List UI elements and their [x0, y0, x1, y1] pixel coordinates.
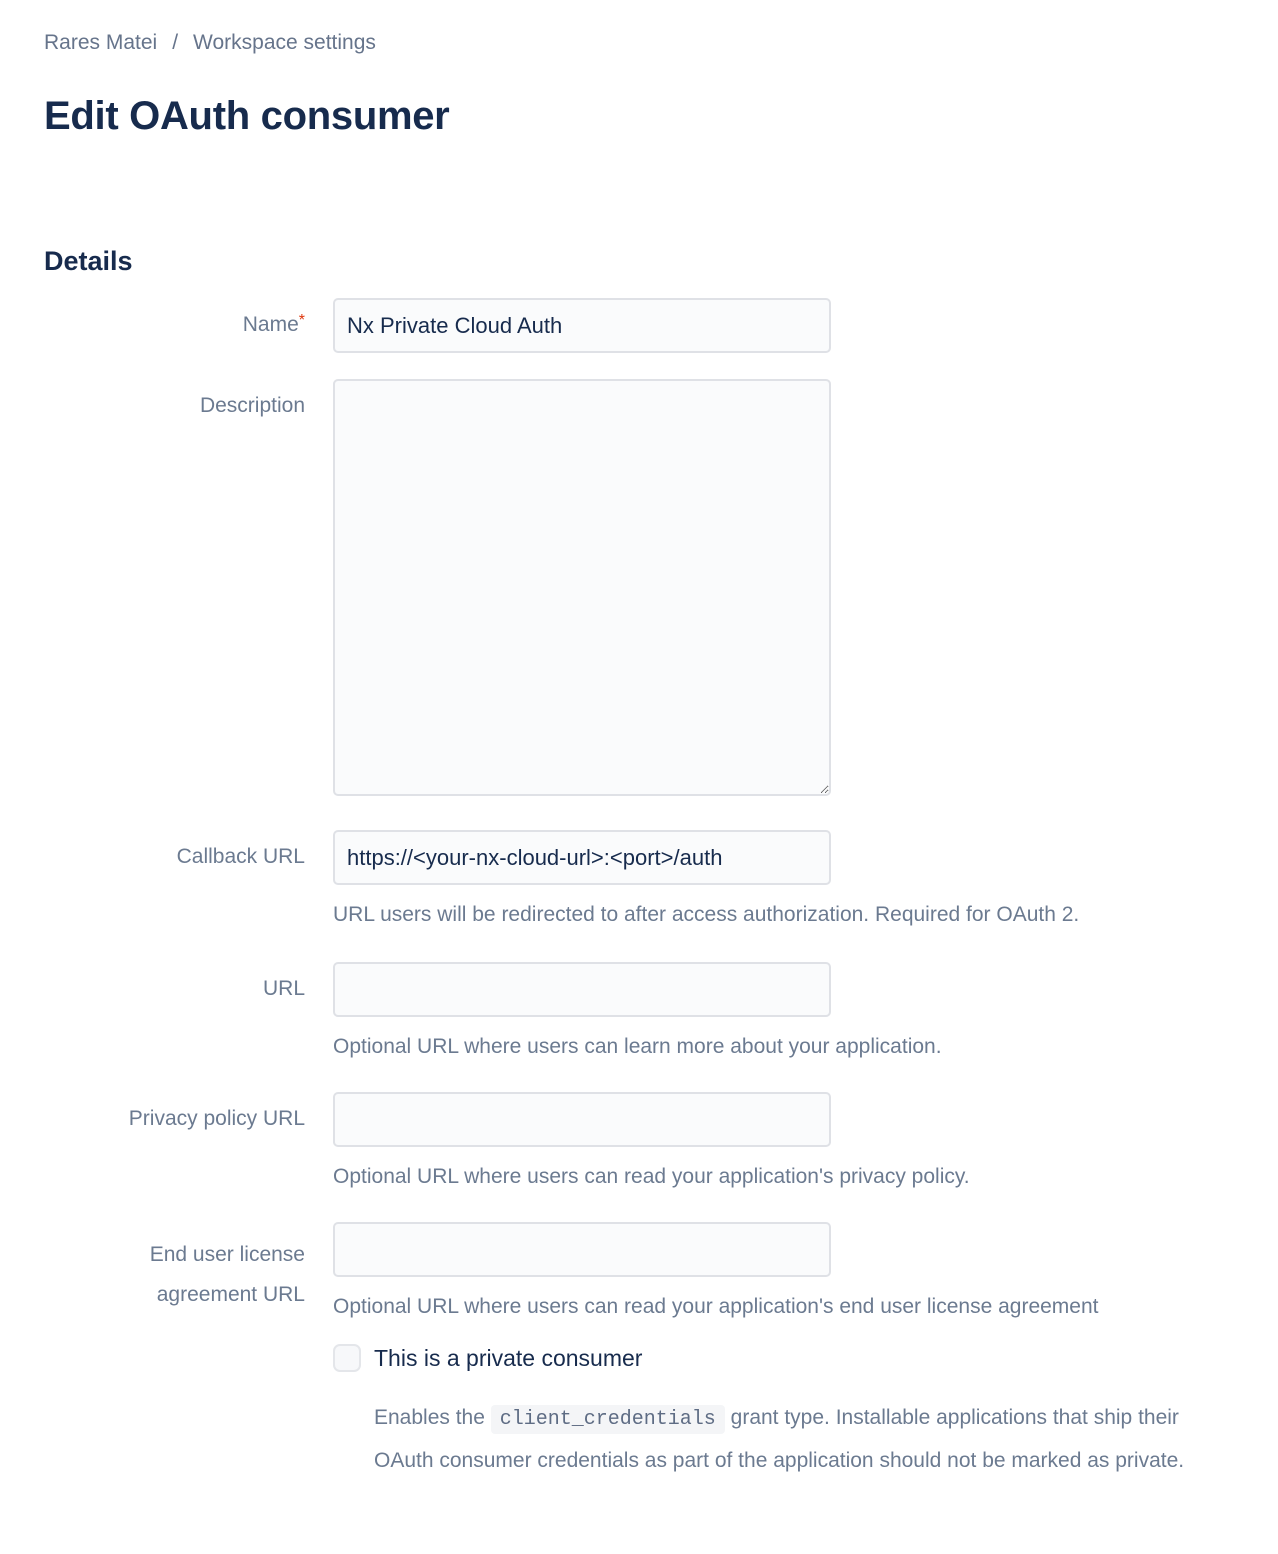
- name-label: Name*: [242, 312, 305, 336]
- url-input[interactable]: [333, 962, 831, 1017]
- url-field-row: [44, 962, 1234, 1061]
- callback-url-help-text: URL users will be redirected to after access authorization. Required for OAuth 2.: [333, 903, 1080, 926]
- description-label: Description: [199, 394, 305, 417]
- url-label: URL: [262, 977, 305, 1000]
- page-title: Edit OAuth consumer: [44, 94, 450, 138]
- eula-url-label: End user license agreement URL: [149, 1243, 305, 1306]
- breadcrumb-workspace-settings-link[interactable]: Workspace settings: [193, 31, 376, 54]
- required-asterisk: *: [298, 312, 305, 329]
- description-field-row: [44, 379, 1234, 796]
- client-credentials-code-chip: client_credentials: [491, 1405, 725, 1434]
- eula-url-help-text: Optional URL where users can read your application's end user license agreement: [333, 1295, 1099, 1318]
- name-input[interactable]: [333, 298, 831, 353]
- private-consumer-checkbox-row: [333, 1343, 1234, 1373]
- breadcrumb: [44, 30, 1234, 56]
- privacy-policy-url-input[interactable]: [333, 1092, 831, 1147]
- breadcrumb-separator: /: [172, 31, 179, 54]
- url-help-text: Optional URL where users can learn more about your application.: [333, 1035, 942, 1058]
- eula-url-field-row: [44, 1222, 1234, 1321]
- details-section-heading: Details: [44, 246, 133, 276]
- breadcrumb-workspace-link[interactable]: Rares Matei: [44, 31, 158, 54]
- name-field-row: [44, 298, 1234, 353]
- callback-url-input[interactable]: [333, 830, 831, 885]
- privacy-policy-url-field-row: [44, 1092, 1234, 1191]
- callback-url-field-row: [44, 830, 1234, 929]
- description-textarea[interactable]: [333, 379, 831, 796]
- callback-url-label: Callback URL: [176, 845, 305, 868]
- eula-url-input[interactable]: [333, 1222, 831, 1277]
- private-consumer-row: [44, 1343, 1234, 1481]
- privacy-policy-url-label: Privacy policy URL: [128, 1107, 305, 1130]
- privacy-policy-url-help-text: Optional URL where users can read your application's privacy policy.: [333, 1165, 970, 1188]
- private-consumer-checkbox[interactable]: [333, 1344, 361, 1372]
- private-consumer-label[interactable]: This is a private consumer: [374, 1345, 643, 1371]
- oauth-consumer-form: [44, 298, 1234, 1481]
- private-consumer-help-text: Enables the client_credentials grant type. Installable applications that ship their OAuth consumer credentials as part of the application should not be marked as private.: [374, 1406, 1185, 1472]
